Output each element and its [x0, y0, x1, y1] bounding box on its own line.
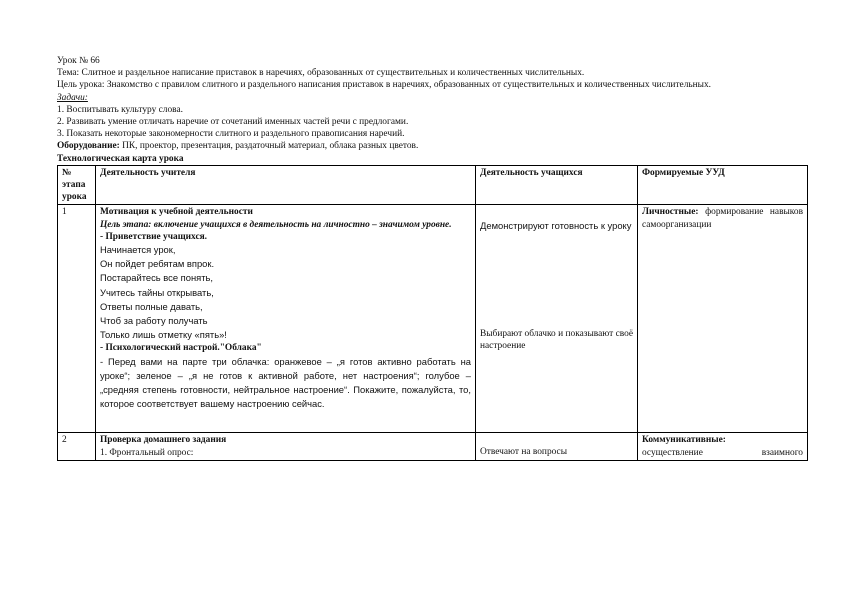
lesson-number: Урок № 66	[57, 56, 100, 66]
lesson-goal: Цель урока: Знакомство с правилом слитного и раздельного написания приставок в наречиях, образованных от существительных и количественных числительных.	[57, 80, 711, 91]
card-title: Технологическая карта урока	[57, 153, 184, 164]
students-ready: Демонстрируют готовность к уроку	[480, 220, 632, 232]
table-header-row	[58, 165, 808, 205]
uud-text: осуществление взаимного	[642, 447, 803, 458]
equipment	[57, 140, 827, 152]
stage-number: 1	[58, 205, 96, 433]
header-uud: Формируемые УУД	[638, 165, 808, 205]
stage-number: 2	[58, 433, 96, 460]
poem-line: Учитесь тайны открывать,	[100, 286, 214, 298]
mood-title: - Психологический настрой."Облака"	[100, 343, 262, 354]
lesson-topic: Тема: Слитное и раздельное написание приставок в наречиях, образованных от существительных и количественных числительных.	[57, 68, 585, 79]
stage-goal: Цель этапа: включение учащихся в деятельность на личностно – значимом уровне.	[100, 219, 452, 230]
table-row	[58, 205, 808, 433]
task-item: 3. Показать некоторые закономерности слитного и раздельного правописания наречий.	[57, 129, 405, 140]
students-mood: Выбирают облачко и показывают своё настроение	[480, 328, 633, 351]
task-item: 2. Развивать умение отличать наречие от сочетаний именных частей речи с предлогами.	[57, 117, 409, 128]
teacher-activity	[96, 433, 476, 460]
document-page	[57, 55, 827, 461]
uud-label: Личностные:	[642, 207, 699, 218]
uud-cell	[638, 205, 808, 433]
header-stage: № этапа урока	[58, 165, 96, 205]
uud-cell	[638, 433, 808, 460]
frontal-survey: 1. Фронтальный опрос:	[100, 447, 194, 458]
header-teacher: Деятельность учителя	[96, 165, 476, 205]
tasks-title: Задачи:	[57, 92, 88, 103]
lesson-table	[57, 165, 808, 461]
poem-line: Чтоб за работу получать	[100, 315, 208, 327]
uud-text: формирование навыков самоорганизации	[642, 207, 803, 230]
uud-label: Коммуникативные:	[642, 435, 726, 446]
task-item: 1. Воспитывать культуру слова.	[57, 104, 183, 115]
students-activity	[476, 433, 638, 460]
stage-title: Мотивация к учебной деятельности	[100, 207, 253, 218]
stage-title: Проверка домашнего задания	[100, 435, 227, 446]
equipment-label: Оборудование:	[57, 141, 120, 152]
mood-text: - Перед вами на парте три облачка: оранжевое – „я готов активно работать на уроке“; зеленое – „я не готов к активной работе, нет настроения“; голубое – „средняя степень готовности, нейтральное настроение“. Покажите, пожалуйста, то, которое соответствует вашему настроению сейчас.	[100, 355, 471, 410]
poem-line: Он пойдет ребятам впрок.	[100, 258, 215, 270]
poem-line: Ответы полные давать,	[100, 300, 203, 312]
table-row	[58, 433, 808, 460]
teacher-activity	[96, 205, 476, 433]
equipment-text: ПК, проектор, презентация, раздаточный материал, облака разных цветов.	[119, 141, 419, 152]
students-activity	[476, 205, 638, 433]
greeting: - Приветствие учащихся.	[100, 231, 208, 242]
students-answer: Отвечают на вопросы	[480, 447, 568, 458]
poem-line: Только лишь отметку «пять»!	[100, 329, 227, 341]
header-students: Деятельность учащихся	[476, 165, 638, 205]
poem-line: Начинается урок,	[100, 244, 176, 256]
poem-line: Постарайтесь все понять,	[100, 272, 213, 284]
